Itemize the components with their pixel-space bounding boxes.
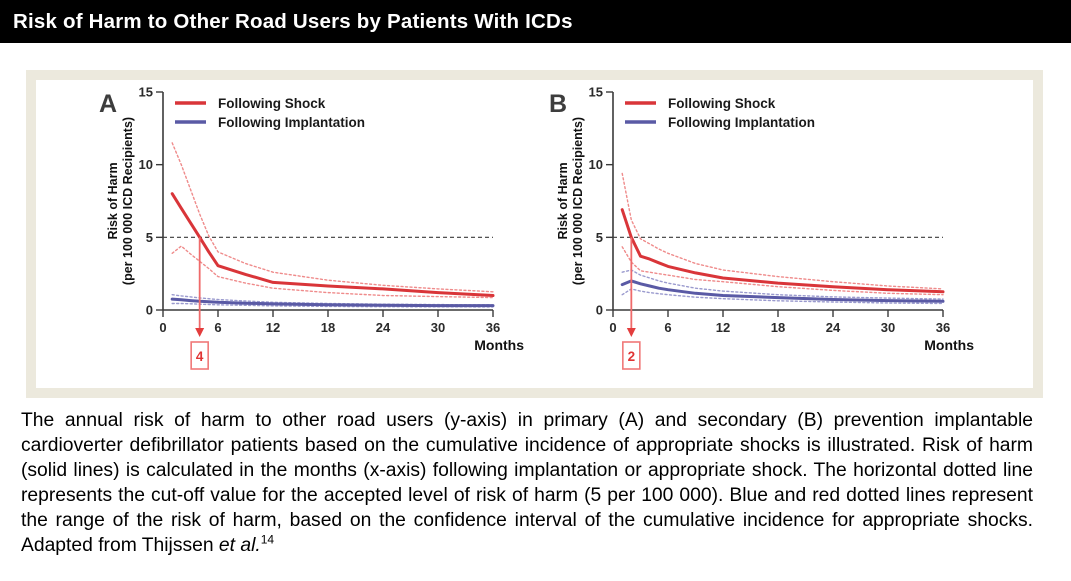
legend-label: Following Shock xyxy=(668,96,776,111)
x-axis-label: Months xyxy=(924,337,974,353)
chart-panel-a xyxy=(90,78,535,380)
x-tick-label: 0 xyxy=(159,320,167,335)
series-line xyxy=(172,143,493,292)
x-tick-label: 36 xyxy=(935,320,951,335)
caption-citation-italic: et al. xyxy=(218,535,261,556)
y-tick-label: 0 xyxy=(595,302,603,318)
y-tick-label: 10 xyxy=(138,157,153,173)
caption-citation-superscript: 14 xyxy=(260,532,275,547)
x-tick-label: 6 xyxy=(214,320,222,335)
x-tick-label: 30 xyxy=(880,320,896,335)
x-axis-label: Months xyxy=(474,337,524,353)
x-tick-label: 36 xyxy=(485,320,501,335)
figure-caption xyxy=(21,408,1033,558)
y-tick-label: 10 xyxy=(588,157,603,173)
x-tick-label: 18 xyxy=(320,320,336,335)
y-axis-label-line1: Risk of Harm xyxy=(106,162,120,240)
series-line xyxy=(172,246,493,298)
series-line xyxy=(172,299,493,306)
x-tick-label: 12 xyxy=(715,320,731,335)
x-tick-label: 18 xyxy=(770,320,786,335)
y-tick-label: 15 xyxy=(138,84,153,100)
legend-label: Following Shock xyxy=(218,96,326,111)
y-axis-label-line1: Risk of Harm xyxy=(556,162,570,240)
arrow-label: 4 xyxy=(195,349,204,364)
series-line xyxy=(622,247,943,295)
x-tick-label: 6 xyxy=(664,320,672,335)
legend-label: Following Implantation xyxy=(668,115,815,130)
legend-label: Following Implantation xyxy=(218,115,365,130)
y-axis-label-line2: (per 100 000 ICD Recipients) xyxy=(121,116,135,286)
y-tick-label: 5 xyxy=(145,229,153,245)
arrow-head-icon xyxy=(627,328,636,337)
y-tick-label: 5 xyxy=(595,229,603,245)
x-tick-label: 30 xyxy=(430,320,446,335)
panel-letter: A xyxy=(99,90,118,118)
x-tick-label: 24 xyxy=(825,320,841,335)
x-tick-label: 0 xyxy=(609,320,617,335)
figure-title: Risk of Harm to Other Road Users by Patients With ICDs xyxy=(13,9,573,33)
figure-title-bar xyxy=(0,0,1071,43)
x-tick-label: 12 xyxy=(265,320,281,335)
panel-letter: B xyxy=(549,90,568,118)
chart-panel-b xyxy=(540,78,985,380)
series-line xyxy=(622,173,943,289)
arrow-head-icon xyxy=(195,328,204,337)
arrow-label: 2 xyxy=(627,349,636,364)
y-tick-label: 0 xyxy=(145,302,153,318)
series-line xyxy=(622,210,943,292)
series-line xyxy=(172,194,493,296)
y-tick-label: 15 xyxy=(588,84,603,100)
y-axis-label-line2: (per 100 000 ICD Recipients) xyxy=(571,116,585,286)
x-tick-label: 24 xyxy=(375,320,391,335)
caption-text: The annual risk of harm to other road users (y-axis) in primary (A) and secondary (B) prevention implantable cardioverter defibrillator patients based on the cumulative incidence of appropriate shocks is illustrated. Risk of harm (solid lines) is calculated in the months (x-axis) following implantation or appropriate shock. The horizontal dotted line represents the cut-off value for the accepted level of risk of harm (5 per 100 000). Blue and red dotted lines represent the range of the risk of harm, based on the confidence interval of the cumulative incidence for appropriate shocks. Adapted from Thijssen xyxy=(21,410,1033,556)
